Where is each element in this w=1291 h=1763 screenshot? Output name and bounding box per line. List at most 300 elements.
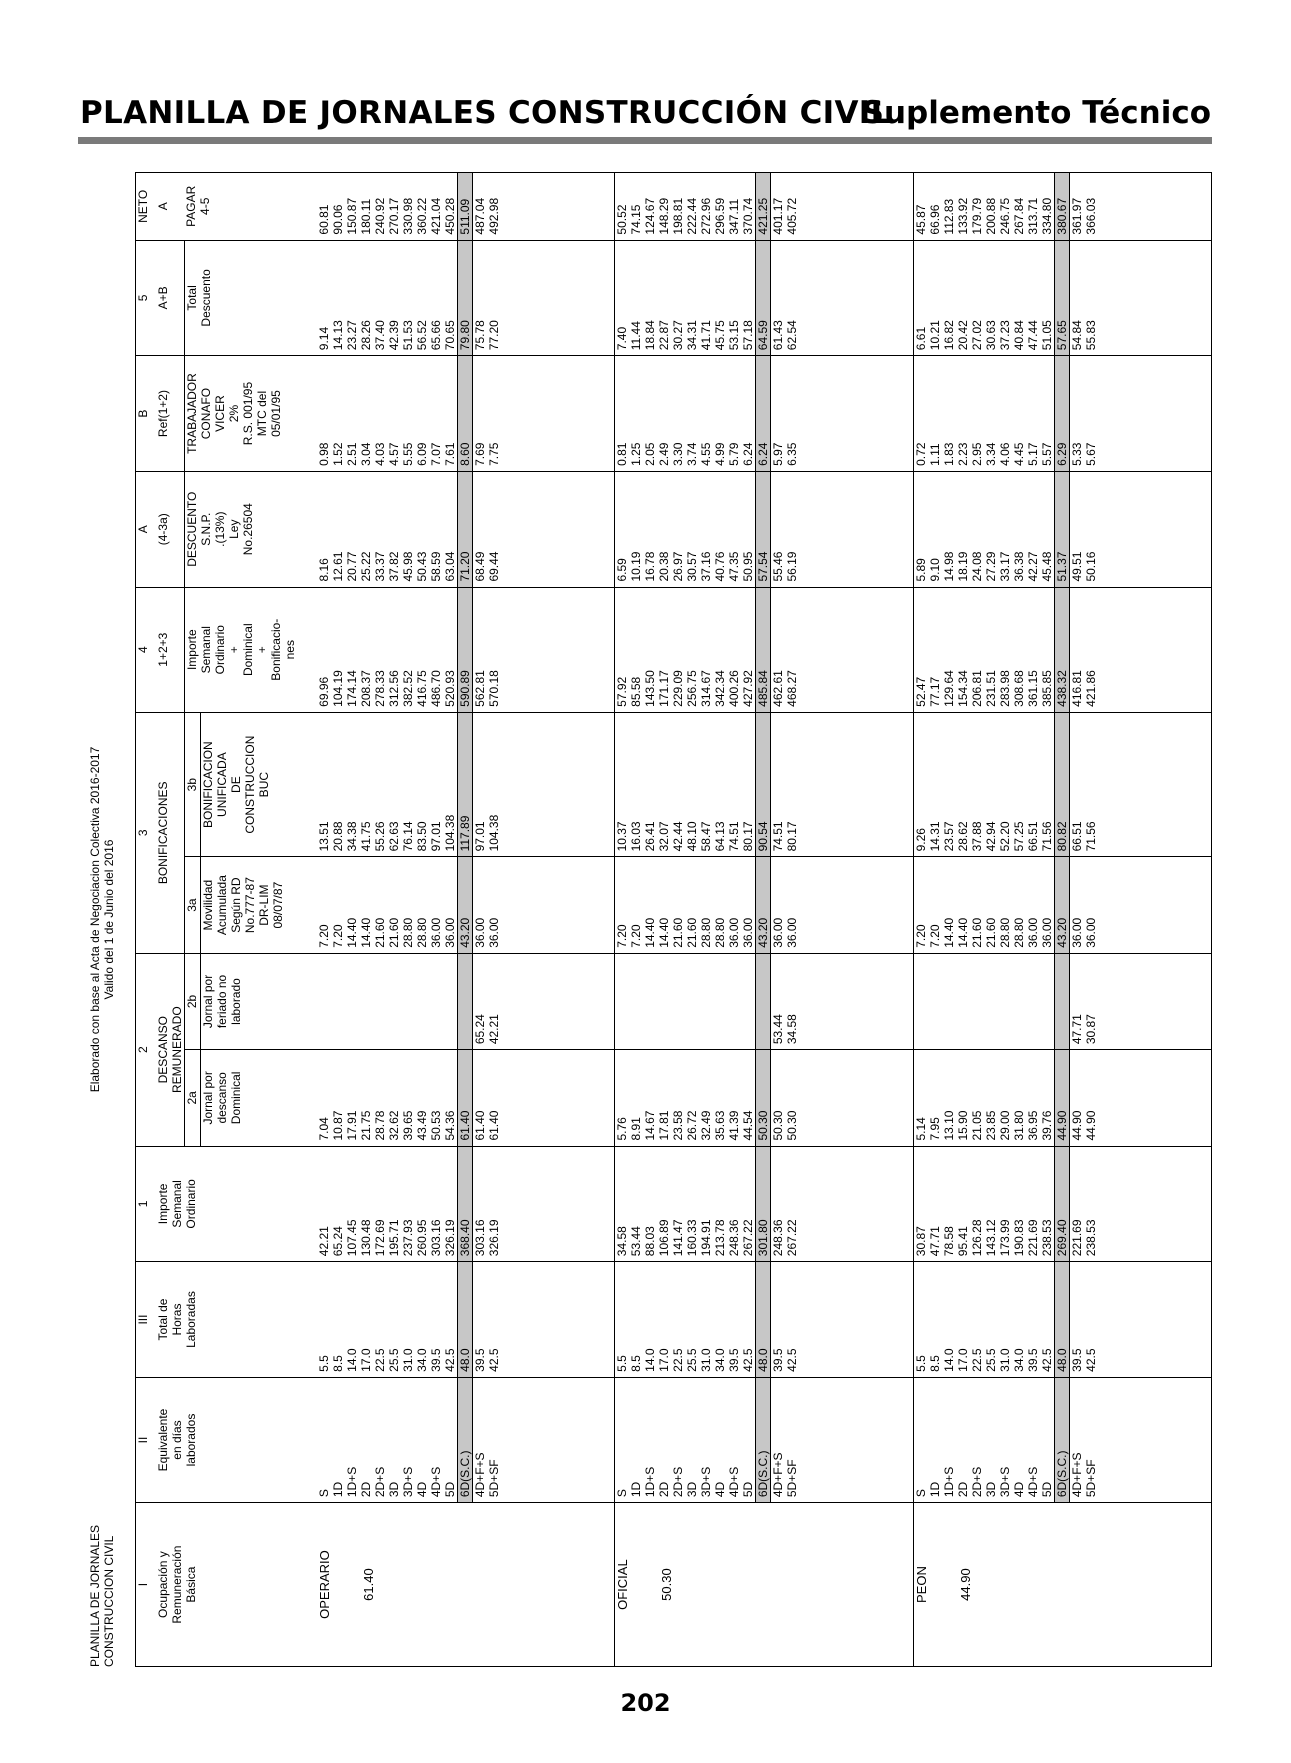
days-cell: 1D+S [942,1377,956,1502]
hours-cell: 31.0 [401,1262,415,1378]
spacer [333,1503,361,1666]
header-text: DESCUENTO [184,491,199,567]
neto-cell: 370.74 [741,173,756,241]
total-importe-cell: 400.26 [727,587,741,712]
header-text: Horas [169,1303,184,1336]
header-text: No.777-87 [242,877,257,934]
header-text: No.26504 [240,503,255,556]
importe-semanal-cell: 195.71 [387,1146,401,1262]
importe-semanal-cell: 126.28 [970,1146,984,1262]
conafo-cell: 5.67 [1084,356,1098,472]
neto-cell: 112.83 [942,173,956,241]
dominical-cell: 50.30 [756,1050,771,1146]
col-neto-header [184,173,317,241]
dominical-cell: 50.30 [771,1050,786,1146]
buc-cell: 42.94 [984,712,998,857]
days-cell: 2D+S [671,1377,685,1502]
dominical-cell: 7.95 [928,1050,942,1146]
days-cell: 4D+F+S [473,1377,488,1502]
hours-cell: 42.5 [443,1262,458,1378]
header-text: MTC del [254,390,269,437]
movilidad-cell: 14.40 [643,857,657,953]
table-row [401,173,415,1667]
conafo-cell: 6.29 [1054,356,1069,472]
total-importe-cell: 462.61 [771,587,786,712]
movilidad-cell: 14.40 [657,857,671,953]
snp-cell: 25.22 [359,471,373,587]
movilidad-cell: 28.80 [998,857,1012,953]
importe-semanal-cell: 267.22 [785,1146,799,1262]
conafo-cell: 4.06 [998,356,1012,472]
hours-cell: 8.5 [629,1262,643,1378]
header-text: Laboradas [183,1291,198,1348]
filler-cell [799,240,913,356]
total-importe-cell: 154.34 [956,587,970,712]
header-text: Ordinario [183,1179,198,1229]
movilidad-cell: 14.40 [345,857,359,953]
snp-cell: 51.37 [1054,471,1069,587]
filler-cell [1098,1377,1212,1502]
header-text: descanso [214,1072,229,1124]
buc-cell: 32.07 [657,712,671,857]
neto-cell: 366.03 [1084,173,1098,241]
feriado-cell [756,953,771,1049]
feriado-cell [629,953,643,1049]
table-row [998,173,1012,1667]
total-importe-cell: 342.34 [713,587,727,712]
col-II-header [156,1377,318,1502]
total-descuento-cell: 51.53 [401,240,415,356]
conafo-cell: 5.55 [401,356,415,472]
importe-semanal-cell: 130.48 [359,1146,373,1262]
neto-cell: 492.98 [487,173,501,241]
total-descuento-cell: 45.75 [713,240,727,356]
total-importe-cell: 485.84 [756,587,771,712]
dominical-cell: 41.39 [727,1050,741,1146]
header-text: R.S. 001/95 [240,381,255,446]
filler-cell [501,240,615,356]
feriado-cell [401,953,415,1049]
buc-cell: 83.50 [415,712,429,857]
table-row [970,173,984,1667]
neto-cell: 45.87 [913,173,928,241]
filler-cell [799,1377,913,1502]
importe-semanal-cell: 194.91 [699,1146,713,1262]
hours-cell: 14.0 [345,1262,359,1378]
table-row [1069,173,1084,1667]
conafo-cell: 7.75 [487,356,501,472]
table-row [685,173,699,1667]
col-3a-header [200,857,317,953]
feriado-cell [913,953,928,1049]
total-descuento-cell: 9.14 [317,240,331,356]
feriado-cell [970,953,984,1049]
page-number: 202 [620,1689,671,1717]
feriado-cell [956,953,970,1049]
movilidad-cell: 21.60 [387,857,401,953]
total-descuento-cell: 30.63 [984,240,998,356]
neto-cell: 240.92 [373,173,387,241]
total-descuento-cell: 23.27 [345,240,359,356]
movilidad-cell: 36.00 [1040,857,1055,953]
feriado-cell [345,953,359,1049]
importe-semanal-cell: 88.03 [643,1146,657,1262]
buc-cell: 104.38 [487,712,501,857]
filler-cell [501,1262,615,1378]
hours-cell: 8.5 [928,1262,942,1378]
filler-cell [799,1503,913,1667]
feriado-cell [615,953,630,1049]
col-2-num: 2 [136,953,156,1146]
movilidad-cell: 43.20 [458,857,473,953]
total-importe-cell: 278.33 [373,587,387,712]
feriado-cell [998,953,1012,1049]
days-cell: 3D+S [401,1377,415,1502]
header-text: Total [184,285,199,311]
days-cell: 5D [1040,1377,1055,1502]
importe-semanal-cell: 221.69 [1026,1146,1040,1262]
filler-cell [501,1050,615,1146]
dominical-cell: 21.05 [970,1050,984,1146]
occupation-name: PEON [913,1566,929,1603]
buc-cell: 71.56 [1040,712,1055,857]
importe-semanal-cell: 237.93 [401,1146,415,1262]
days-cell: 1D [629,1377,643,1502]
dominical-cell: 50.30 [785,1050,799,1146]
days-cell: 1D+S [643,1377,657,1502]
neto-cell: 90.06 [331,173,345,241]
hours-cell: 22.5 [373,1262,387,1378]
feriado-cell [1026,953,1040,1049]
buc-cell: 62.63 [387,712,401,857]
header-text: DESCANSO [155,1016,170,1084]
table-row [629,173,643,1667]
table-row [643,173,657,1667]
col-1-num: 1 [136,1146,156,1262]
total-importe-cell: 570.18 [487,587,501,712]
snp-cell: 30.57 [685,471,699,587]
movilidad-cell: 14.40 [956,857,970,953]
table-row [373,173,387,1667]
hours-cell: 22.5 [970,1262,984,1378]
feriado-cell [727,953,741,1049]
total-descuento-cell: 27.02 [970,240,984,356]
filler-cell [1098,857,1212,953]
feriado-cell [713,953,727,1049]
importe-semanal-cell: 248.36 [727,1146,741,1262]
table-row [984,173,998,1667]
importe-semanal-cell: 143.12 [984,1146,998,1262]
header-text: Dominical [228,1071,243,1125]
total-importe-cell: 52.47 [913,587,928,712]
conafo-cell: 6.24 [741,356,756,472]
table-row [415,173,429,1667]
feriado-cell [1012,953,1026,1049]
feriado-cell: 65.24 [473,953,488,1049]
col-2a-num: 2a [184,1050,200,1146]
header-text: Dominical [240,623,255,677]
total-importe-cell: 416.75 [415,587,429,712]
feriado-cell [657,953,671,1049]
days-cell: 6D(S.C.) [1054,1377,1069,1502]
conafo-cell: 6.24 [756,356,771,472]
importe-semanal-cell: 213.78 [713,1146,727,1262]
days-cell: 4D+F+S [771,1377,786,1502]
movilidad-cell: 28.80 [415,857,429,953]
group-filler-row [799,173,913,1667]
snp-cell: 6.59 [615,471,630,587]
table-row [1026,173,1040,1667]
days-cell: 4D [713,1377,727,1502]
table-row [487,173,501,1667]
table-row [657,173,671,1667]
movilidad-cell: 36.00 [771,857,786,953]
movilidad-cell: 36.00 [1026,857,1040,953]
days-cell: 2D+S [373,1377,387,1502]
header-text: VICER [212,395,227,432]
total-importe-cell: 427.92 [741,587,756,712]
total-importe-cell: 283.98 [998,587,1012,712]
total-importe-cell: 143.50 [643,587,657,712]
header-text: 05/01/95 [268,390,283,437]
filler-cell [501,1146,615,1262]
snp-cell: 40.76 [713,471,727,587]
movilidad-cell: 36.00 [487,857,501,953]
hours-cell: 42.5 [487,1262,501,1378]
table-row [615,173,630,1667]
group-filler-row [501,173,615,1667]
snp-cell: 8.16 [317,471,331,587]
feriado-cell [671,953,685,1049]
table-row [713,173,727,1667]
table-row [1012,173,1026,1667]
days-cell: 5D [443,1377,458,1502]
header-text: PAGAR [184,185,198,227]
total-descuento-cell: 57.18 [741,240,756,356]
feriado-cell [984,953,998,1049]
hours-cell: 42.5 [785,1262,799,1378]
conafo-cell: 0.72 [913,356,928,472]
col-III-header [156,1262,318,1378]
hours-cell: 42.5 [1040,1262,1055,1378]
snp-cell: 49.51 [1069,471,1084,587]
dominical-cell: 44.90 [1054,1050,1069,1146]
header-text: laborado [228,978,243,1025]
dominical-cell: 29.00 [998,1050,1012,1146]
movilidad-cell: 28.80 [699,857,713,953]
dominical-cell: 43.49 [415,1050,429,1146]
table-row [1054,173,1069,1667]
snp-cell: 10.19 [629,471,643,587]
neto-cell: 60.81 [317,173,331,241]
header-text: S.N.P. [198,512,213,546]
feriado-cell [429,953,443,1049]
hours-cell: 5.5 [615,1262,630,1378]
col-A-sub: (4-3a) [156,471,185,587]
snp-cell: 47.35 [727,471,741,587]
importe-semanal-cell: 95.41 [956,1146,970,1262]
buc-cell: 48.10 [685,712,699,857]
neto-cell: 198.81 [671,173,685,241]
filler-cell [1098,1050,1212,1146]
col-II-num: II [136,1377,156,1502]
col-B-header [184,356,317,472]
filler-cell [799,857,913,953]
feriado-cell: 34.58 [785,953,799,1049]
conafo-cell: 0.81 [615,356,630,472]
conafo-cell: 4.45 [1012,356,1026,472]
feriado-cell [443,953,458,1049]
total-descuento-cell: 64.59 [756,240,771,356]
header-text: CONSTRUCCION [242,735,257,834]
table-row [671,173,685,1667]
snp-cell: 20.77 [345,471,359,587]
dominical-cell: 32.62 [387,1050,401,1146]
col-neto-l1: NETO [136,173,156,241]
movilidad-cell: 14.40 [942,857,956,953]
header-text: Equivalente [155,1408,170,1472]
movilidad-cell: 21.60 [373,857,387,953]
buc-cell: 52.20 [998,712,1012,857]
total-importe-cell: 171.17 [657,587,671,712]
neto-cell: 150.87 [345,173,359,241]
filler-cell [501,471,615,587]
buc-cell: 37.88 [970,712,984,857]
dominical-cell: 61.40 [487,1050,501,1146]
occupation-cell [317,1503,501,1667]
conafo-cell: 6.09 [415,356,429,472]
header-text: 4-5 [198,197,212,215]
dominical-cell: 44.90 [1069,1050,1084,1146]
total-descuento-cell: 61.43 [771,240,786,356]
table-row [727,173,741,1667]
filler-cell [799,953,913,1049]
total-importe-cell: 312.56 [387,587,401,712]
total-descuento-cell: 75.78 [473,240,488,356]
movilidad-cell: 28.80 [401,857,415,953]
importe-semanal-cell: 238.53 [1040,1146,1055,1262]
table-row [741,173,756,1667]
caption-center-line: Valido del 1 de Junio del 2016 [102,839,116,1000]
conafo-cell: 1.83 [942,356,956,472]
snp-cell: 55.46 [771,471,786,587]
dominical-cell: 61.40 [458,1050,473,1146]
conafo-cell: 2.95 [970,356,984,472]
table-row [1040,173,1055,1667]
header-text: Bonificacio- [268,618,283,681]
total-importe-cell: 314.67 [699,587,713,712]
total-importe-cell: 174.14 [345,587,359,712]
header-text: 2% [226,404,241,423]
table-row [458,173,473,1667]
header-text: DE [228,776,243,793]
dominical-cell: 23.58 [671,1050,685,1146]
days-cell: 5D+SF [785,1377,799,1502]
movilidad-cell: 36.00 [741,857,756,953]
header-text: Jornal por [200,974,215,1029]
occupation-cell [615,1503,800,1667]
importe-semanal-cell: 221.69 [1069,1146,1084,1262]
total-importe-cell: 229.09 [671,587,685,712]
total-importe-cell: 85.58 [629,587,643,712]
hours-cell: 17.0 [359,1262,373,1378]
filler-cell [799,712,913,857]
table-row [1084,173,1098,1667]
buc-cell: 97.01 [429,712,443,857]
header-text: Según RD [228,877,243,933]
filler-cell [1098,953,1212,1049]
conafo-cell: 7.07 [429,356,443,472]
snp-cell: 24.08 [970,471,984,587]
caption-left-line: PLANILLA DE JORNALES [88,1524,102,1667]
header-text: DR-LIM [256,884,271,926]
importe-semanal-cell: 326.19 [443,1146,458,1262]
header-text: 08/07/87 [270,881,285,929]
filler-cell [501,953,615,1049]
total-importe-cell: 468.27 [785,587,799,712]
hours-cell: 5.5 [317,1262,331,1378]
dominical-cell: 15.90 [956,1050,970,1146]
snp-cell: 33.37 [373,471,387,587]
importe-semanal-cell: 303.16 [473,1146,488,1262]
conafo-cell: 7.61 [443,356,458,472]
movilidad-cell: 7.20 [913,857,928,953]
col-I-num: I [136,1503,156,1667]
table-row [771,173,786,1667]
dominical-cell: 50.53 [429,1050,443,1146]
snp-cell: 26.97 [671,471,685,587]
header-text: Semanal [169,1180,184,1228]
feriado-cell [741,953,756,1049]
snp-cell: 50.43 [415,471,429,587]
total-importe-cell: 104.19 [331,587,345,712]
snp-cell: 12.61 [331,471,345,587]
total-importe-cell: 77.17 [928,587,942,712]
hours-cell: 48.0 [756,1262,771,1378]
movilidad-cell: 21.60 [671,857,685,953]
table-row [913,173,928,1667]
col-A-header [184,471,317,587]
importe-semanal-cell: 78.58 [942,1146,956,1262]
snp-cell: 56.19 [785,471,799,587]
snp-cell: 42.27 [1026,471,1040,587]
buc-cell: 28.62 [956,712,970,857]
filler-cell [501,712,615,857]
hours-cell: 22.5 [671,1262,685,1378]
snp-cell: 36.38 [1012,471,1026,587]
dominical-cell: 5.76 [615,1050,630,1146]
snp-cell: 33.17 [998,471,1012,587]
table-row [387,173,401,1667]
days-cell: 3D [685,1377,699,1502]
jornales-table [135,172,1212,1667]
movilidad-cell: 36.00 [443,857,458,953]
total-importe-cell: 590.89 [458,587,473,712]
dominical-cell: 32.49 [699,1050,713,1146]
dominical-cell: 39.65 [401,1050,415,1146]
buc-cell: 26.41 [643,712,657,857]
total-descuento-cell: 7.40 [615,240,630,356]
dominical-cell: 21.75 [359,1050,373,1146]
occupation-rate: 44.90 [957,1568,973,1601]
neto-cell: 74.15 [629,173,643,241]
buc-cell: 80.82 [1054,712,1069,857]
neto-cell: 270.17 [387,173,401,241]
neto-cell: 133.92 [956,173,970,241]
total-descuento-cell: 34.31 [685,240,699,356]
neto-cell: 421.04 [429,173,443,241]
snp-cell: 68.49 [473,471,488,587]
